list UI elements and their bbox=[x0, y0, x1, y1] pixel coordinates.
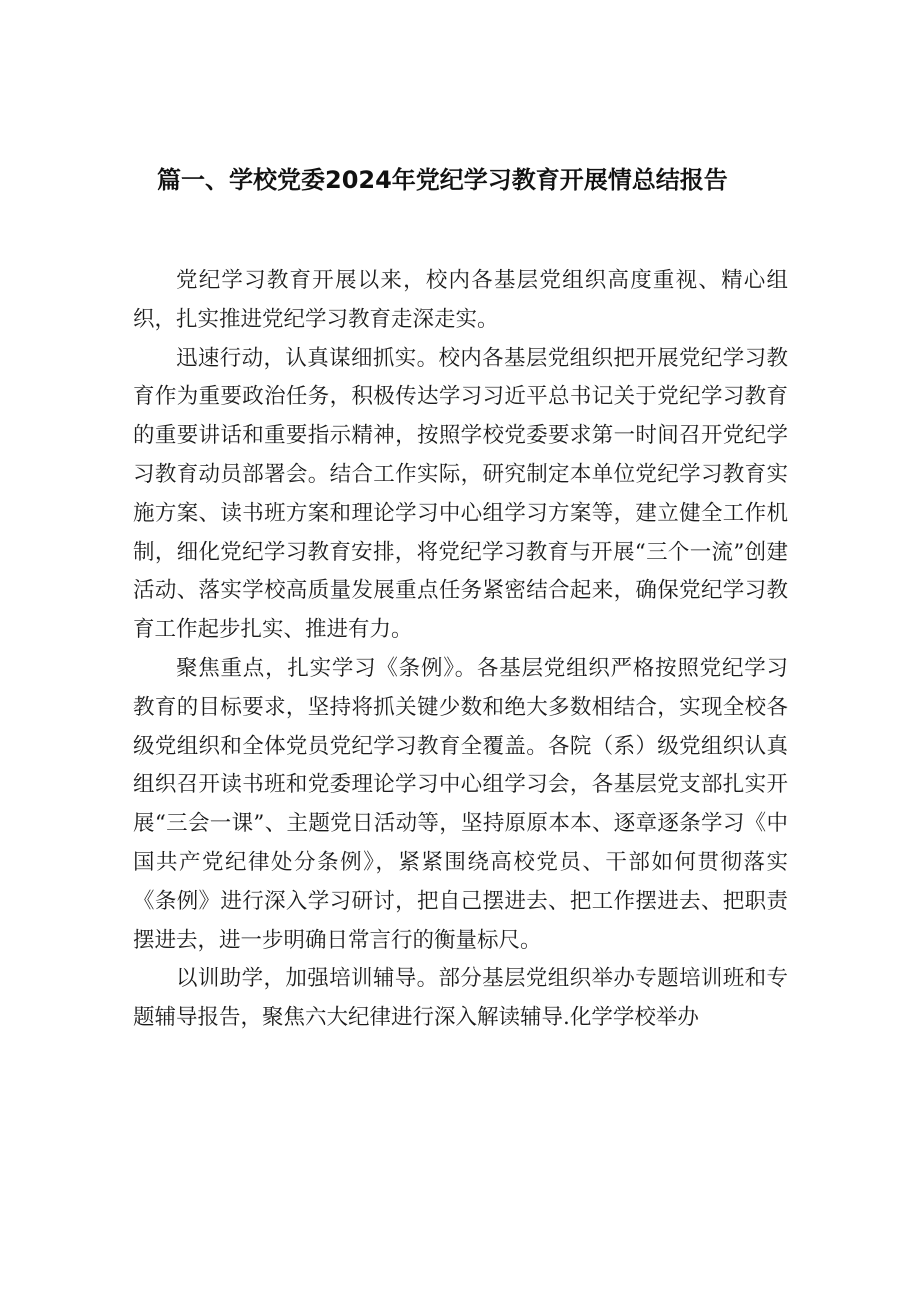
paragraph-rapid-action: 迅速行动，认真谋细抓实。校内各基层党组织把开展党纪学习教育作为重要政治任务，积极传达学习习近平总书记关于党纪学习教育的重要讲话和重要指示精神，按照学校党委要求第一时间召开党纪学习教育动员部署会。结合工作实际，研究制定本单位党纪学习教育实施方案、读书班方案和理论学习中心组学习方案等，建立健全工作机制，细化党纪学习教育安排，将党纪学习教育与开展“三个一流”创建活动、落实学校高质量发展重点任务紧密结合起来，确保党纪学习教育工作起步扎实、推进有力。 bbox=[133, 345, 788, 643]
paragraph-focus-regulations: 聚焦重点，扎实学习《条例》。各基层党组织严格按照党纪学习教育的目标要求，坚持将抓关键少数和绝大多数相结合，实现全校各级党组织和全体党员党纪学习教育全覆盖。各院（系）级党组织认真组织召开读书班和党委理论学习中心组学习会，各基层党支部扎实开展“三会一课”、主题党日活动等，坚持原原本本、逐章逐条学习《中国共产党纪律处分条例》，紧紧围绕高校党员、干部如何贯彻落实《条例》进行深入学习研讨，把自己摆进去、把工作摆进去、把职责摆进去，进一步明确日常言行的衡量标尺。 bbox=[133, 655, 788, 953]
paragraph-intro: 党纪学习教育开展以来，校内各基层党组织高度重视、精心组织，扎实推进党纪学习教育走深走实。 bbox=[133, 268, 788, 332]
paragraph-training: 以训助学，加强培训辅导。部分基层党组织举办专题培训班和专题辅导报告，聚焦六大纪律进行深入解读辅导.化学学校举办 bbox=[133, 966, 788, 1031]
document-body bbox=[133, 262, 788, 1038]
document-title: 篇一、学校党委2024年党纪学习教育开展情总结报告 bbox=[157, 166, 728, 194]
